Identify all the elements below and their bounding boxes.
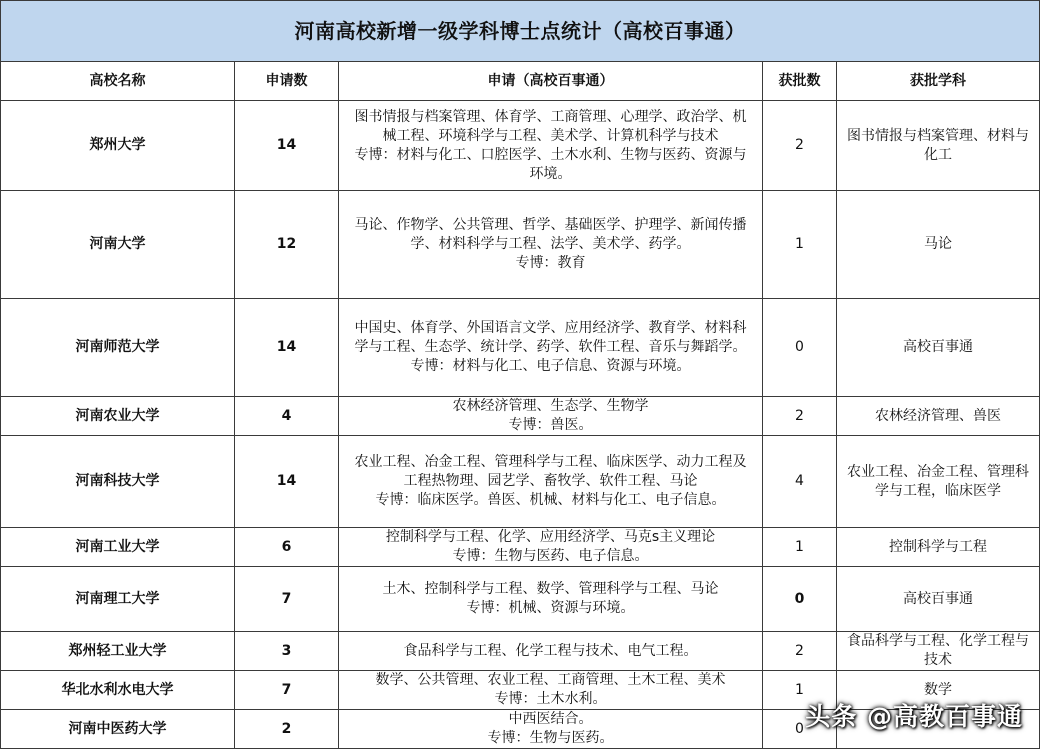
- table-row: [1, 528, 1040, 567]
- application-line: 马论、作物学、公共管理、哲学、基础医学、护理学、新闻传播: [354, 217, 747, 233]
- application-list: [339, 436, 763, 528]
- approved-count: 0: [763, 710, 837, 749]
- application-count: 14: [235, 436, 339, 528]
- application-line: 农林经济管理、生态学、生物学: [452, 398, 649, 414]
- table-row: [1, 101, 1040, 191]
- approved-subjects: [837, 528, 1040, 567]
- approved-count: 0: [763, 299, 837, 397]
- column-header-approved-subjects: 获批学科: [837, 62, 1040, 101]
- application-line: 农业工程、冶金工程、管理科学与工程、临床医学、动力工程及: [354, 454, 747, 470]
- university-name: 河南中医药大学: [1, 710, 235, 749]
- approved-subject-line: 高校百事通: [903, 590, 974, 607]
- application-line: 工程热物理、园艺学、畜牧学、软件工程、马论: [403, 473, 698, 489]
- application-list: [339, 710, 763, 749]
- approved-subject-line: 控制科学与工程: [889, 538, 988, 555]
- approved-subject-line: 马论: [924, 236, 953, 252]
- approved-count: 2: [763, 101, 837, 191]
- approved-subject-line: 食品科学与工程、化学工程与: [847, 633, 1030, 649]
- application-list: [339, 567, 763, 632]
- application-list: [339, 632, 763, 671]
- application-list: [339, 671, 763, 710]
- application-line: 食品科学与工程、化学工程与技术、电气工程。: [403, 642, 698, 659]
- table-row: [1, 299, 1040, 397]
- approved-subjects: [837, 101, 1040, 191]
- table-row: [1, 397, 1040, 436]
- watermark: 头条 @高教百事通: [805, 702, 1023, 731]
- application-count: 7: [235, 671, 339, 710]
- application-line: 械工程、环境科学与工程、美术学、计算机科学与技术: [382, 127, 719, 144]
- application-list: [339, 397, 763, 436]
- approved-count: 4: [763, 436, 837, 528]
- column-header-applications: 申请（高校百事通）: [339, 62, 763, 101]
- approved-subject-line: 农林经济管理、兽医: [875, 407, 1002, 424]
- university-name: 郑州轻工业大学: [1, 632, 235, 671]
- application-line: 土木、控制科学与工程、数学、管理科学与工程、马论: [382, 581, 719, 597]
- approved-subject-line: 数学: [924, 681, 953, 698]
- approved-subject-line: 学与工程，临床医学: [875, 482, 1002, 499]
- approved-subjects: [837, 632, 1040, 671]
- header-row: [1, 62, 1040, 101]
- application-line: 中西医结合。: [508, 711, 593, 727]
- column-header-name: 高校名称: [1, 62, 235, 101]
- university-name: 河南科技大学: [1, 436, 235, 528]
- approved-subjects: [837, 567, 1040, 632]
- application-count: 7: [235, 567, 339, 632]
- application-line: 专博：机械、资源与环境。: [466, 600, 635, 616]
- approved-subject-line: 农业工程、冶金工程、管理科: [847, 463, 1030, 480]
- application-list: [339, 101, 763, 191]
- application-list: [339, 191, 763, 299]
- university-name: 河南师范大学: [1, 299, 235, 397]
- application-line: 中国史、体育学、外国语言文学、应用经济学、教育学、材料科: [354, 320, 747, 336]
- application-list: [339, 299, 763, 397]
- application-count: 4: [235, 397, 339, 436]
- approved-count: 2: [763, 397, 837, 436]
- table-row: [1, 632, 1040, 671]
- university-name: 河南工业大学: [1, 528, 235, 567]
- application-line: 学与工程、生态学、统计学、药学、软件工程、音乐与舞蹈学。: [354, 339, 747, 355]
- approved-subject-line: 图书情报与档案管理、材料与: [847, 127, 1030, 144]
- application-line: 专博：兽医。: [508, 417, 593, 433]
- application-line: 专博：生物与医药、电子信息。: [452, 548, 649, 564]
- application-count: 2: [235, 710, 339, 749]
- application-line: 专博：教育: [515, 255, 586, 271]
- approved-subject-line: 化工: [924, 146, 953, 163]
- table-row: [1, 567, 1040, 632]
- column-header-count: 申请数: [235, 62, 339, 101]
- approved-count: 0: [763, 567, 837, 632]
- approved-subjects: [837, 299, 1040, 397]
- application-line: 专博：临床医学。兽医、机械、材料与化工、电子信息。: [375, 492, 726, 508]
- application-list: [339, 528, 763, 567]
- application-line: 专博：材料与化工、电子信息、资源与环境。: [410, 358, 691, 374]
- approved-subjects: [837, 436, 1040, 528]
- application-count: 12: [235, 191, 339, 299]
- approved-count: 1: [763, 528, 837, 567]
- application-line: 环境。: [529, 165, 572, 182]
- university-name: 河南大学: [1, 191, 235, 299]
- approved-subjects: [837, 191, 1040, 299]
- application-line: 数学、公共管理、农业工程、工商管理、土木工程、美术: [375, 672, 726, 688]
- university-name: 河南理工大学: [1, 567, 235, 632]
- column-header-approved-count: 获批数: [763, 62, 837, 101]
- table-row: [1, 436, 1040, 528]
- application-line: 专博：土木水利。: [494, 691, 607, 707]
- approved-count: 1: [763, 671, 837, 710]
- approved-count: 2: [763, 632, 837, 671]
- application-count: 3: [235, 632, 339, 671]
- approved-subject-line: 高校百事通: [903, 339, 974, 355]
- application-count: 6: [235, 528, 339, 567]
- application-count: 14: [235, 101, 339, 191]
- university-name: 华北水利水电大学: [1, 671, 235, 710]
- application-line: 专博：材料与化工、口腔医学、土木水利、生物与医药、资源与: [354, 146, 747, 163]
- university-name: 郑州大学: [1, 101, 235, 191]
- university-name: 河南农业大学: [1, 397, 235, 436]
- application-line: 控制科学与工程、化学、应用经济学、马克s主义理论: [385, 529, 716, 545]
- table-row: [1, 191, 1040, 299]
- application-line: 图书情报与档案管理、体育学、工商管理、心理学、政治学、机: [354, 108, 747, 125]
- approved-count: 1: [763, 191, 837, 299]
- application-count: 14: [235, 299, 339, 397]
- application-line: 学、材料科学与工程、法学、美术学、药学。: [410, 236, 691, 252]
- table-title: 河南高校新增一级学科博士点统计（高校百事通）: [1, 1, 1040, 62]
- application-line: 专博：生物与医药。: [487, 730, 614, 746]
- approved-subjects: [837, 397, 1040, 436]
- approved-subject-line: 技术: [924, 652, 953, 668]
